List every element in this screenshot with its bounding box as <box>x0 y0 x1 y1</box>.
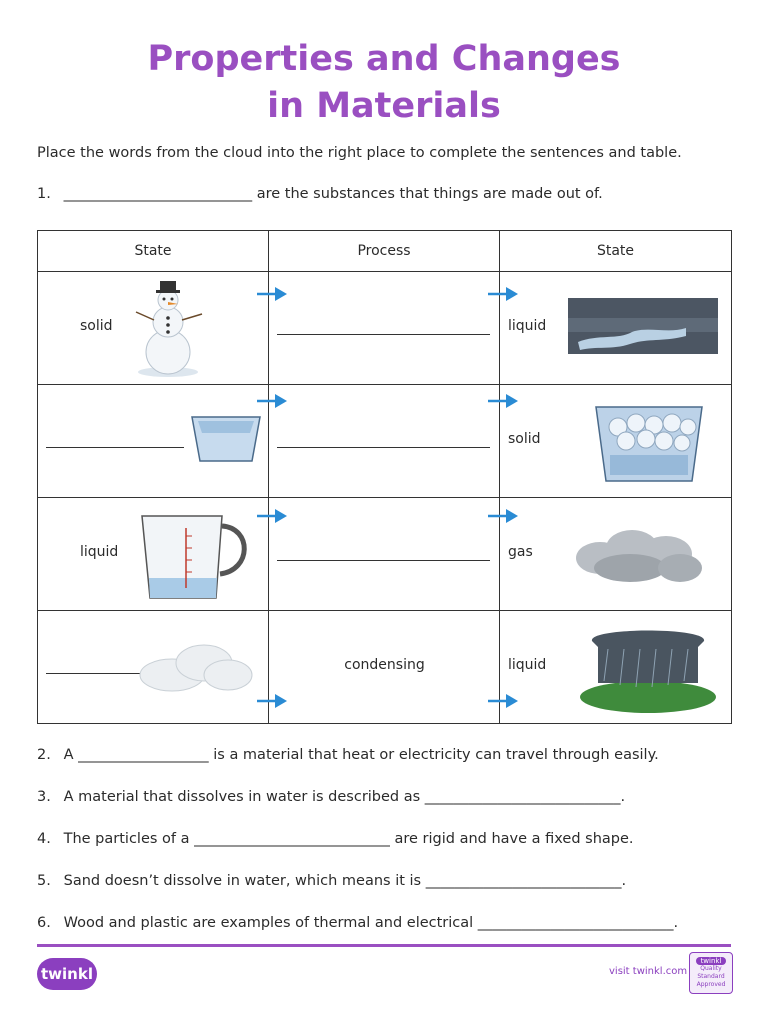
measuring-jug-icon <box>136 512 258 604</box>
process-blank[interactable] <box>277 334 490 335</box>
snowman-icon <box>130 278 210 378</box>
page-title <box>0 36 768 130</box>
question-number: 3. <box>37 789 51 805</box>
visit-link[interactable]: visit twinkl.com <box>609 966 688 977</box>
question-number: 5. <box>37 873 51 889</box>
cell-process <box>269 385 500 498</box>
question-text[interactable]: A __________________ is a material that heat or electricity can travel through easily. <box>63 747 659 763</box>
question-text[interactable]: Wood and plastic are examples of thermal and electrical ___________________________. <box>63 915 679 931</box>
question-text: are the substances that things are made out of. <box>256 186 603 202</box>
question-number: 6. <box>37 915 51 931</box>
question-text[interactable]: A material that dissolves in water is described as ___________________________. <box>63 789 626 805</box>
question-6 <box>37 915 678 931</box>
table-row <box>38 385 732 498</box>
cell-left <box>38 385 269 498</box>
quality-badge <box>689 952 733 994</box>
process-blank[interactable] <box>277 560 490 561</box>
state-blank[interactable] <box>46 447 184 448</box>
cell-left <box>38 611 269 724</box>
table-row <box>38 498 732 611</box>
table-row <box>38 611 732 724</box>
cell-right <box>500 498 732 611</box>
state-label: solid <box>508 431 541 447</box>
cell-right <box>500 385 732 498</box>
instruction-text: Place the words from the cloud into the right place to complete the sentences and table. <box>37 145 682 161</box>
cell-process <box>269 272 500 385</box>
header-process: Process <box>269 231 500 272</box>
states-table <box>37 230 732 724</box>
twinkl-logo[interactable]: twinkl <box>37 958 97 990</box>
question-3 <box>37 789 625 805</box>
cell-right <box>500 272 732 385</box>
question-text[interactable]: The particles of a ___________________________ are rigid and have a fixed shape. <box>63 831 634 847</box>
question-2 <box>37 747 659 763</box>
question-5 <box>37 873 626 889</box>
title-line-2: in Materials <box>267 86 501 126</box>
footer-rule <box>37 944 731 947</box>
steam-cloud-icon <box>570 528 706 586</box>
question-4 <box>37 831 634 847</box>
answer-blank[interactable]: __________________________ <box>63 186 253 202</box>
rain-puddle-icon <box>578 623 718 715</box>
state-label: liquid <box>508 657 547 673</box>
cloud-icon <box>136 641 254 697</box>
question-number: 1. <box>37 186 51 202</box>
cell-left <box>38 498 269 611</box>
header-state-left: State <box>38 231 269 272</box>
state-label: liquid <box>508 318 547 334</box>
state-label: solid <box>80 318 113 334</box>
state-blank[interactable] <box>46 673 142 674</box>
question-1 <box>37 186 603 202</box>
header-state-right: State <box>500 231 732 272</box>
state-label: liquid <box>80 544 119 560</box>
cell-right <box>500 611 732 724</box>
puddle-icon <box>568 298 718 354</box>
badge-logo: twinkl <box>696 957 726 965</box>
badge-text: Quality Standard Approved <box>696 965 726 988</box>
table-row <box>38 272 732 385</box>
question-number: 4. <box>37 831 51 847</box>
cell-process <box>269 611 500 724</box>
state-label: gas <box>508 544 533 560</box>
cell-left <box>38 272 269 385</box>
cell-process <box>269 498 500 611</box>
question-number: 2. <box>37 747 51 763</box>
process-blank[interactable] <box>277 447 490 448</box>
ice-tub-icon <box>592 397 706 485</box>
water-tub-icon <box>188 411 264 467</box>
title-line-1: Properties and Changes <box>147 39 621 79</box>
process-label: condensing <box>344 657 425 673</box>
question-text[interactable]: Sand doesn’t dissolve in water, which means it is ___________________________. <box>63 873 627 889</box>
